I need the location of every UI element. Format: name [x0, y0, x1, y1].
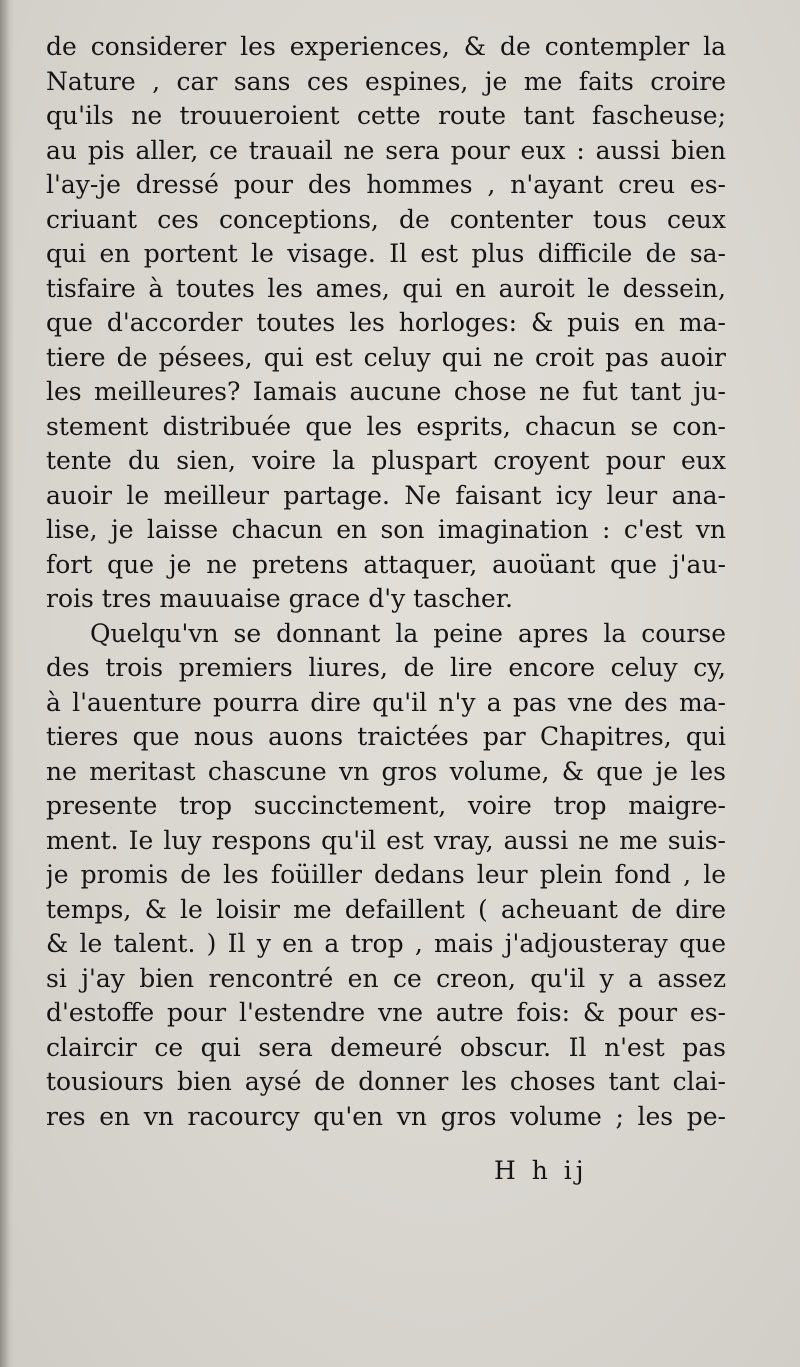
text-line: lise, je laisse chacun en son imagination : c'est vn [46, 515, 726, 544]
text-line: ment. Ie luy respons qu'il est vray, aussi ne me suis- [46, 825, 726, 855]
text-line: l'ay-je dressé pour des hommes , n'ayant creu es- [46, 170, 726, 199]
text-line: au pis aller, ce trauail ne sera pour eux : aussi bien [46, 135, 726, 165]
text-line: tisfaire à toutes les ames, qui en auroit le dessein, [46, 273, 726, 303]
text-line: qui en portent le visage. Il est plus difficile de sa- [46, 239, 726, 268]
text-line: & le talent. ) Il y en a trop , mais j'adjousteray que [46, 929, 726, 958]
paragraph-start-line: Quelqu'vn se donnant la peine apres la course [90, 618, 726, 648]
text-line: fort que je ne pretens attaquer, auoüant que j'au- [46, 549, 726, 579]
text-line: ne meritast chascune vn gros volume, & que je les [46, 756, 726, 786]
text-line: presente trop succinctement, voire trop maigre- [46, 791, 726, 820]
text-line: claircir ce qui sera demeuré obscur. Il n'est pas [46, 1032, 726, 1062]
body-text [46, 30, 726, 1134]
text-line: temps, & le loisir me defaillent ( acheuant de dire [46, 894, 726, 924]
text-line: si j'ay bien rencontré en ce creon, qu'il y a assez [46, 963, 726, 993]
text-line: tiere de pésees, qui est celuy qui ne croit pas auoir [46, 342, 726, 372]
text-line: tente du sien, voire la pluspart croyent pour eux [46, 446, 726, 475]
text-line: les meilleures? Iamais aucune chose ne fut tant ju- [46, 377, 726, 406]
text-line: auoir le meilleur partage. Ne faisant icy leur ana- [46, 480, 726, 510]
text-line: je promis de les foüiller dedans leur plein fond , le [46, 860, 726, 889]
text-line: stement distribuée que les esprits, chacun se con- [46, 411, 726, 441]
text-line: criuant ces conceptions, de contenter tous ceux [46, 204, 726, 234]
text-line: de considerer les experiences, & de contempler la [46, 32, 726, 61]
text-line: des trois premiers liures, de lire encore celuy cy, [46, 653, 726, 682]
text-line: d'estoffe pour l'estendre vne autre fois: & pour es- [46, 998, 726, 1027]
text-line: Nature , car sans ces espines, je me faits croire [46, 66, 726, 96]
paragraph-end-line: rois tres mauuaise grace d'y tascher. [46, 584, 514, 613]
text-line: à l'auenture pourra dire qu'il n'y a pas vne des ma- [46, 687, 726, 717]
text-line: tousiours bien aysé de donner les choses tant clai- [46, 1067, 726, 1096]
signature-mark: H h ij [494, 1156, 588, 1185]
text-line: tieres que nous auons traictées par Chapitres, qui [46, 722, 726, 751]
page-edge-shadow [0, 0, 14, 1367]
text-line: qu'ils ne trouueroient cette route tant fascheuse; [46, 101, 726, 130]
text-line: que d'accorder toutes les horloges: & puis en ma- [46, 308, 726, 337]
text-line: res en vn racourcy qu'en vn gros volume ; les pe- [46, 1101, 726, 1131]
